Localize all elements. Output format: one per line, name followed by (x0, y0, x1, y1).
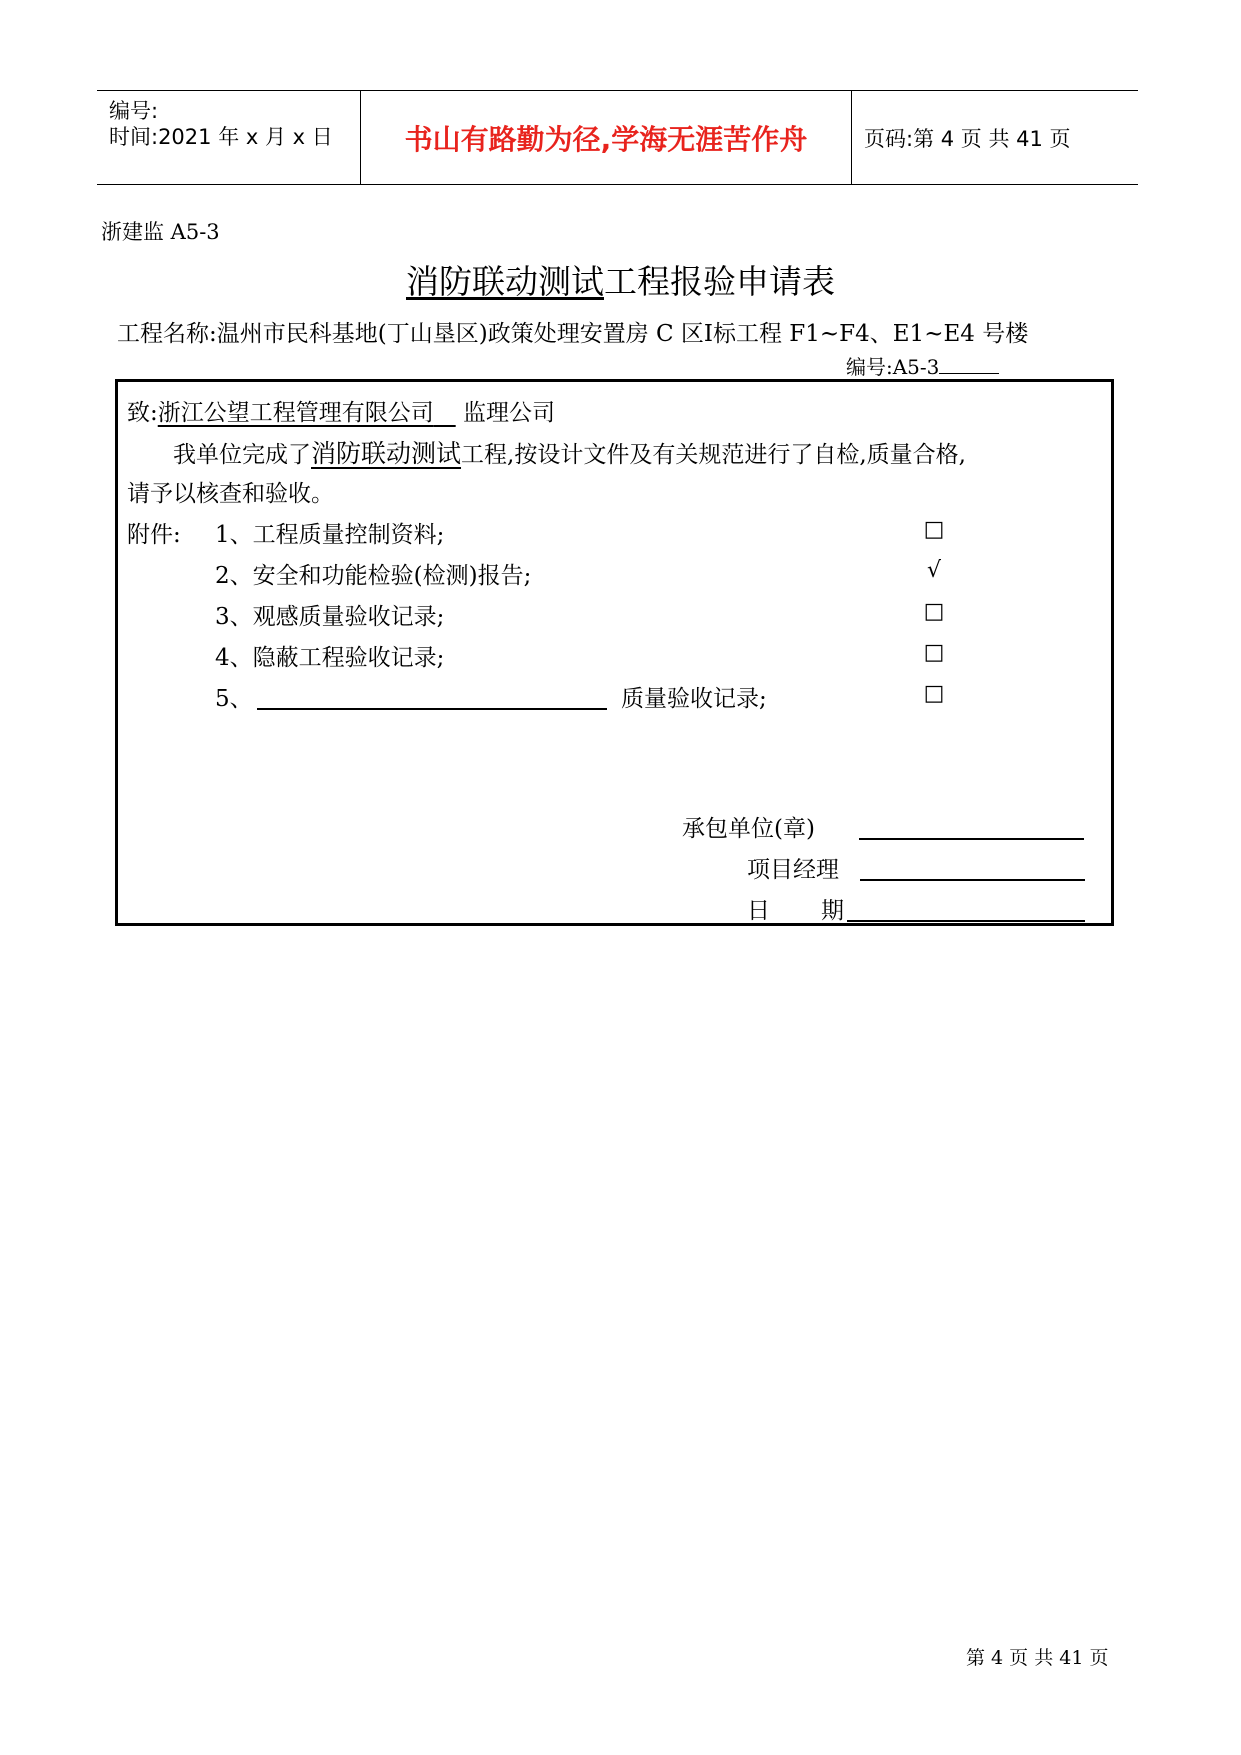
addressee-company: 浙江公望工程管理有限公司 (157, 400, 434, 426)
attachment-5-blank-line (257, 708, 607, 710)
attachments-label: 附件: (127, 522, 181, 548)
attachment-2-checkbox[interactable]: √ (926, 558, 942, 583)
project-name: 工程名称:温州市民科基地(丁山垦区)政策处理安置房 C 区Ⅰ标工程 F1~F4、E1~E4 号楼 (117, 321, 1029, 347)
title-project-type: 消防联动测试 (406, 262, 604, 301)
date-line (847, 920, 1085, 922)
attachment-5-suffix: 质量验收记录; (621, 686, 767, 712)
contractor-seal-label: 承包单位(章) (682, 816, 815, 842)
project-manager-line (860, 879, 1085, 881)
doc-number-blank (939, 355, 999, 374)
body-paragraph-line-2: 请予以核查和验收。 (127, 481, 334, 507)
contractor-seal-line (859, 838, 1084, 840)
attachment-2-text: 2、安全和功能检验(检测)报告; (215, 563, 532, 589)
title-rest: 工程报验申请表 (604, 262, 835, 301)
attachment-5-text: 5、 (215, 686, 253, 712)
body-paragraph-line-1 (173, 434, 966, 470)
addressee-suffix: 监理公司 (463, 400, 555, 426)
para-rest: 工程,按设计文件及有关规范进行了自检,质量合格, (461, 442, 966, 468)
attachment-1-checkbox[interactable]: □ (923, 517, 945, 542)
application-form-box (115, 379, 1114, 926)
attachment-1-text: 1、工程质量控制资料; (215, 522, 445, 548)
form-code: 浙建监 A5-3 (101, 220, 220, 244)
page-title (0, 256, 1241, 303)
attachment-3-text: 3、观感质量验收记录; (215, 604, 445, 630)
header-page-info: 页码:第 4 页 共 41 页 (864, 127, 1071, 151)
project-manager-label: 项目经理 (747, 857, 839, 883)
header-number-label: 编号: (109, 99, 159, 123)
date-label-1: 日 (747, 898, 770, 924)
page-footer: 第 4 页 共 41 页 (966, 1647, 1109, 1669)
attachment-3-checkbox[interactable]: □ (923, 599, 945, 624)
doc-number (846, 351, 999, 380)
date-label-2: 期 (821, 898, 844, 924)
addressee-line (127, 394, 555, 427)
para-project: 消防联动测试 (311, 439, 462, 468)
page-header (97, 90, 1138, 185)
attachment-5-checkbox[interactable]: □ (923, 681, 945, 706)
para-start: 我单位完成了 (173, 442, 311, 468)
doc-number-label: 编号:A5-3 (846, 355, 940, 379)
header-motto-cell (361, 91, 852, 184)
attachment-4-text: 4、隐蔽工程验收记录; (215, 645, 445, 671)
header-page-cell (852, 91, 1138, 184)
addressee-prefix: 致: (127, 400, 158, 426)
header-motto: 书山有路勤为径,学海无涯苦作舟 (404, 123, 808, 156)
attachment-4-checkbox[interactable]: □ (923, 640, 945, 665)
header-time-label: 时间:2021 年 x 月 x 日 (109, 125, 333, 149)
header-meta-cell (97, 91, 361, 184)
